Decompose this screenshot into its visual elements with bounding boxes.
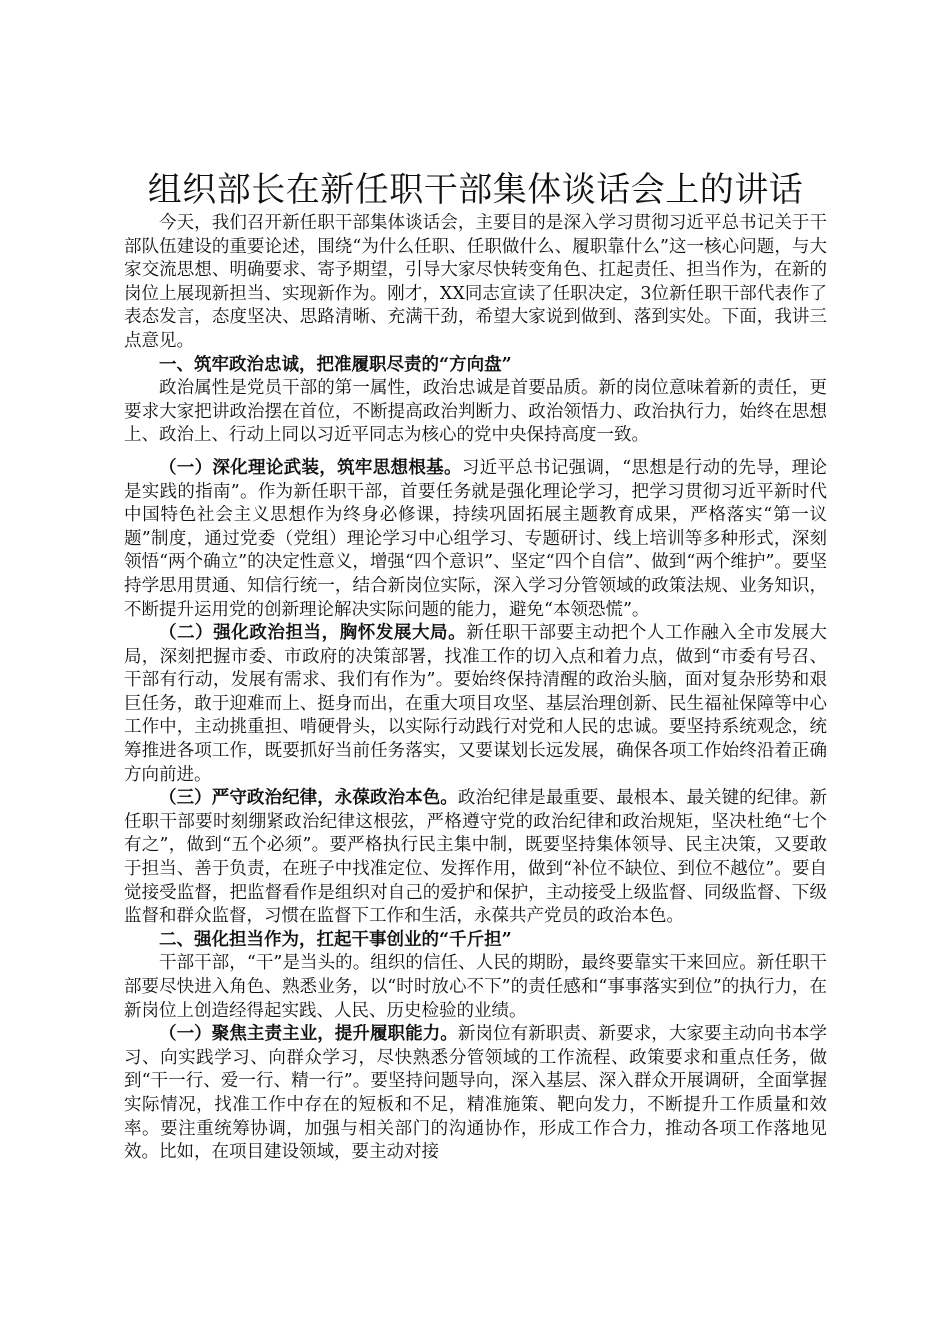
- section-1-body: 政治属性是党员干部的第一属性，政治忠诚是首要品质。新的岗位意味着新的责任，更要求大家把讲政治摆在首位，不断提高政治判断力、政治领悟力、政治执行力，始终在思想上、政治上、行动上同以习近平同志为核心的党中央保持高度一致。: [124, 378, 827, 446]
- subsection-1-2: [124, 622, 827, 787]
- subsection-lead: （二）强化政治担当，胸怀发展大局。: [159, 623, 467, 644]
- subsection-lead: （一）聚焦主责主业，提升履职能力。: [159, 1024, 458, 1045]
- subsection-body: 习近平总书记强调，“思想是行动的先导，理论是实践的指南”。作为新任职干部，首要任务就是强化理论学习，把学习贯彻习近平新时代中国特色社会主义思想作为终身必修课，持续巩固拓展主题教育成果，严格落实“第一议题”制度，通过党委（党组）理论学习中心组学习、专题研讨、线上培训等多种形式，深刻领悟“两个确立”的决定性意义，增强“四个意识”、坚定“四个自信”、做到“两个维护”。要坚持学思用贯通、知信行统一，结合新岗位实际，深入学习分管领域的政策法规、业务知识，不断提升运用党的创新理论解决实际问题的能力，避免“本领恐慌”。: [124, 457, 827, 620]
- subsection-body: 新岗位有新职责、新要求，大家要主动向书本学习、向实践学习、向群众学习，尽快熟悉分管领域的工作流程、政策要求和重点任务，做到“干一行、爱一行、精一行”。要坚持问题导向，深入基层、深入群众开展调研，全面掌握实际情况，找准工作中存在的短板和不足，精准施策、靶向发力，不断提升工作质量和效率。要注重统筹协调，加强与相关部门的沟通协作，形成工作合力，推动各项工作落地见效。比如，在项目建设领域，要主动对接: [124, 1024, 828, 1163]
- subsection-1-3: [124, 787, 827, 929]
- section-2-body: 干部干部，“干”是当头的。组织的信任、人民的期盼，最终要靠实干来回应。新任职干部要尽快进入角色、熟悉业务，以“时时放心不下”的责任感和“事事落实到位”的执行力，在新岗位上创造经得起实践、人民、历史检验的业绩。: [124, 953, 827, 1021]
- subsection-lead: （一）深化理论武装，筑牢思想根基。: [159, 457, 462, 478]
- subsection-1-1: [124, 457, 827, 622]
- section-heading-1: 一、筑牢政治忠诚，把准履职尽责的“方向盘”: [159, 354, 512, 375]
- paragraph-spacer: [124, 448, 827, 457]
- subsection-lead: （三）严守政治纪律，永葆政治本色。: [159, 788, 458, 809]
- subsection-body: 政治纪律是最重要、最根本、最关键的纪律。新任职干部要时刻绷紧政治纪律这根弦，严格遵守党的政治纪律和政治规矩，坚决杜绝“七个有之”，做到“五个必须”。要严格执行民主集中制，既要坚持集体领导、民主决策，又要敢于担当、善于负责，在班子中找准定位、发挥作用，做到“补位不缺位、到位不越位”。要自觉接受监督，把监督看作是组织对自己的爱护和保护，主动接受上级监督、同级监督、下级监督和群众监督，习惯在监督下工作和生活，永葆共产党员的政治本色。: [124, 788, 828, 927]
- document-title: 组织部长在新任职干部集体谈话会上的讲话: [147, 170, 804, 210]
- section-heading-2: 二、强化担当作为，扛起干事创业的“千斤担”: [159, 929, 512, 950]
- subsection-2-1: [124, 1023, 827, 1165]
- subsection-body: 新任职干部要主动把个人工作融入全市发展大局，深刻把握市委、市政府的决策部署，找准工作的切入点和着力点，做到“市委有号召、干部有行动，发展有需求、我们有作为”。要始终保持清醒的政治头脑，面对复杂形势和艰巨任务，敢于迎难而上、挺身而出，在重大项目攻坚、基层治理创新、民生福祉保障等中心工作中，主动挑重担、啃硬骨头，以实际行动践行对党和人民的忠诚。要坚持系统观念，统筹推进各项工作，既要抓好当前任务落实，又要谋划长远发展，确保各项工作始终沿着正确方向前进。: [124, 623, 828, 785]
- intro-paragraph: 今天，我们召开新任职干部集体谈话会，主要目的是深入学习贯彻习近平总书记关于干部队伍建设的重要论述，围绕“为什么任职、任职做什么、履职靠什么”这一核心问题，与大家交流思想、明确要求、寄予期望，引导大家尽快转变角色、扛起责任、担当作为，在新的岗位上展现新担当、实现新作为。刚才，XX同志宣读了任职决定，3位新任职干部代表作了表态发言，态度坚决、思路清晰、充满干劲，希望大家说到做到、落到实处。下面，我讲三点意见。: [124, 213, 827, 351]
- document-content: [124, 168, 827, 1165]
